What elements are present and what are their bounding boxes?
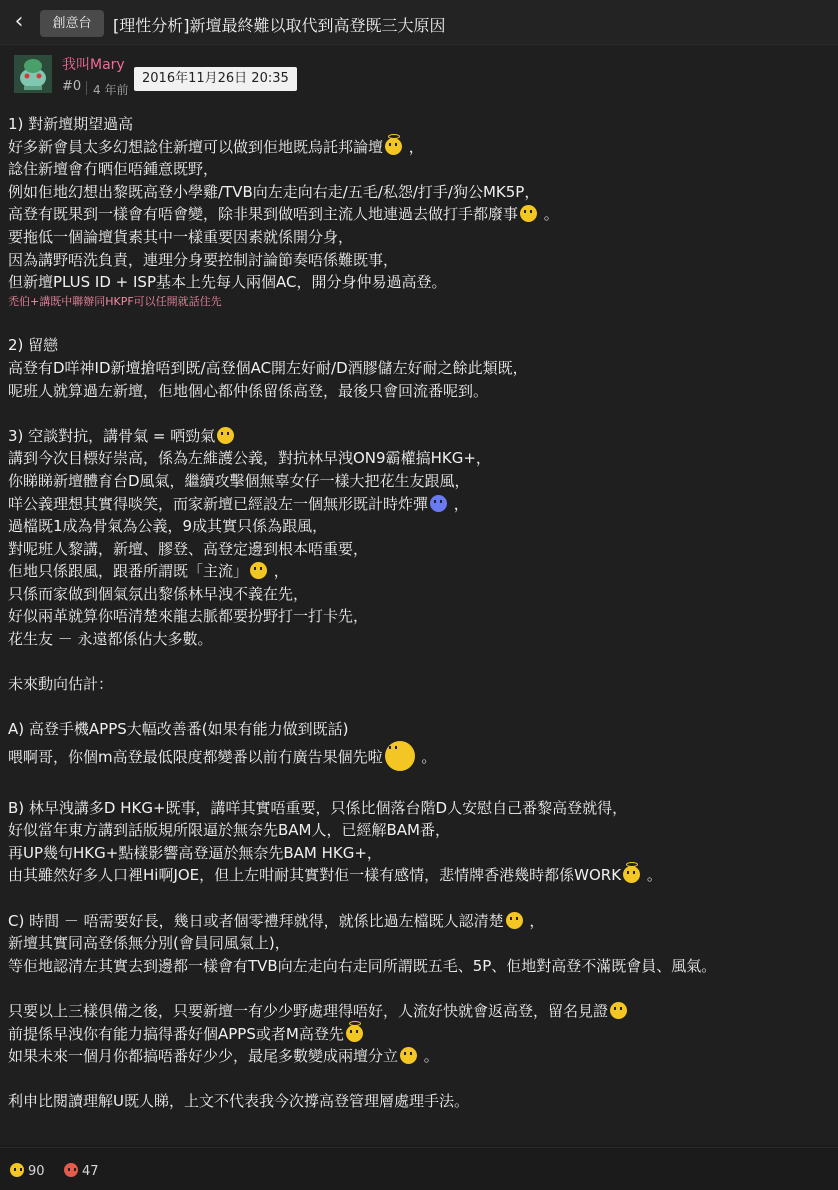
content-line-text: 呢班人就算過左新壇，佢地個心都仲係留係高登，最後只會回流番呢到。	[8, 381, 489, 400]
content-line	[8, 910, 834, 933]
content-line-text: 好似當年東方講到話版規所限逼於無奈先BAM人，已經解BAM番，	[8, 821, 450, 840]
content-line	[8, 1068, 834, 1091]
content-line	[8, 203, 834, 226]
content-line	[8, 113, 834, 136]
meta-divider	[86, 81, 87, 95]
content-line	[8, 470, 834, 493]
post-content	[8, 113, 834, 1113]
post-index: #0	[62, 79, 82, 94]
content-line-text: 禿伯+講既中聯辦同HKPF可以任開就話住先	[8, 294, 222, 308]
content-line	[8, 1023, 834, 1046]
content-line-text: 利申比閱讀理解U既人睇，上文不代表我今次撐高登管理層處理手法。	[8, 1092, 469, 1111]
content-line	[8, 271, 834, 294]
content-line	[8, 425, 834, 448]
content-line	[8, 864, 834, 887]
content-line	[8, 493, 834, 516]
content-line-text: 要拖低一個論壇貨素其中一樣重要因素就係開分身，	[8, 227, 354, 246]
smiley-emoji-icon	[610, 1002, 627, 1019]
content-line-tail: 。	[416, 748, 437, 767]
content-line-tail: ，	[524, 911, 545, 930]
content-line-tail: 。	[642, 866, 662, 885]
smiley-emoji-icon	[430, 495, 447, 512]
content-line-text: C) 時間 － 唔需要好長，幾日或者個零禮拜就得，就係比過左檔既人認清楚	[8, 911, 504, 930]
smiley-emoji-icon	[385, 741, 415, 771]
avatar[interactable]	[14, 55, 52, 93]
content-line	[8, 718, 834, 741]
downvote-count: 47	[82, 1164, 99, 1179]
content-line-text: 高登有既果到一樣會有唔會變，除非果到做唔到主流人地連過去做打手都廢事	[8, 205, 519, 224]
content-line	[8, 1045, 834, 1068]
downvote-button[interactable]	[62, 1163, 99, 1179]
content-line	[8, 955, 834, 978]
content-line	[8, 774, 834, 797]
smiley-emoji-icon	[506, 912, 523, 929]
content-line-text: 只要以上三樣俱備之後，只要新壇一有少少野處理得唔好，人流好快就會返高登，留名見證	[8, 1001, 609, 1020]
content-line	[8, 181, 834, 204]
content-line	[8, 402, 834, 425]
content-line	[8, 1090, 834, 1113]
smiley-emoji-icon	[250, 562, 267, 579]
content-line-tail: ，	[449, 494, 469, 513]
content-line	[8, 977, 834, 1000]
upvote-count: 90	[28, 1164, 45, 1179]
content-line-text: 1) 對新壇期望過高	[8, 115, 134, 133]
content-line-text: 好似兩革就算你唔清楚來龍去脈都要扮野打一打卡先，	[8, 607, 369, 626]
post-age: 4 年前	[93, 83, 129, 97]
content-line-text: 講到今次目標好崇高，係為左維護公義，對抗林早洩ON9霸權搞HKG+，	[8, 449, 491, 468]
upvote-button[interactable]	[8, 1163, 45, 1179]
content-line	[8, 136, 834, 159]
content-line-text: 咩公義理想其實得啖笑，而家新壇已經設左一個無形既計時炸彈	[8, 494, 429, 513]
content-line-tail: 。	[539, 205, 559, 224]
content-line	[8, 651, 834, 674]
vote-bar	[0, 1147, 838, 1190]
content-line	[8, 605, 834, 628]
content-line-text: 過檔既1成為骨氣為公義，9成其實只係為跟風，	[8, 517, 328, 536]
content-line-text: 由其雖然好多人口裡Hi啊JOE，但上左咁耐其實對佢一樣有感情，悲情牌香港幾時都係WORK	[8, 866, 622, 885]
content-line-text: 你睇睇新壇體育台D風氣，繼續攻擊個無辜女仔一樣大把花生友跟風，	[8, 471, 470, 490]
content-line-text: A) 高登手機APPS大幅改善番(如果有能力做到既話)	[8, 720, 349, 739]
username[interactable]: 我叫Mary	[62, 57, 125, 73]
smiley-emoji-icon	[217, 427, 234, 444]
content-line-text: 諗住新壇會冇晒佢唔鍾意既野，	[8, 160, 219, 179]
content-line-text: 2) 留戀	[8, 336, 59, 355]
content-line-text: 如果未來一個月你都搞唔番好少少，最尾多數變成兩壇分立	[8, 1047, 399, 1066]
content-line	[8, 447, 834, 470]
content-line-text: 前提係早洩你有能力搞得番好個APPS或者M高登先	[8, 1024, 344, 1043]
upvote-emoji-icon	[10, 1163, 24, 1177]
content-line-text: 喂啊哥，你個m高登最低限度都變番以前冇廣告果個先啦	[8, 748, 383, 767]
content-line	[8, 334, 834, 357]
back-chevron-icon[interactable]: ‹	[14, 9, 24, 34]
post-card	[0, 45, 838, 1145]
content-line-text: 新壇其實同高登係無分別(會員同風氣上)，	[8, 934, 290, 953]
content-line-tail: ，	[404, 137, 424, 156]
content-line	[8, 583, 834, 606]
content-line	[8, 696, 834, 719]
content-line	[8, 357, 834, 380]
top-bar	[0, 0, 838, 45]
content-line	[8, 842, 834, 865]
smiley-emoji-icon	[385, 138, 402, 155]
content-line-text: 只係而家做到個氣氛出黎係林早洩不義在先，	[8, 584, 309, 603]
content-line	[8, 158, 834, 181]
content-line	[8, 226, 834, 249]
content-line	[8, 312, 834, 335]
content-line-tail: 。	[419, 1047, 439, 1066]
content-line-text: 佢地只係跟風，跟番所謂既「主流」	[8, 562, 249, 581]
content-line-text: 因為講野唔洗負責，連理分身要控制討論節奏唔係難既事，	[8, 250, 399, 269]
downvote-emoji-icon	[64, 1163, 78, 1177]
content-line	[8, 380, 834, 403]
content-line-text: 3) 空談對抗，講骨氣 = 哂勁氣	[8, 426, 216, 445]
smiley-emoji-icon	[400, 1047, 417, 1064]
content-line-text: 花生友 － 永遠都係佔大多數。	[8, 630, 213, 649]
content-line-text: 等佢地認清左其實去到邊都一樣會有TVB向左走向右走同所謂既五毛、5P、佢地對高登不滿既會員、風氣。	[8, 956, 717, 975]
content-line-text: 未來動向估計：	[8, 675, 114, 694]
content-line-text: 高登有D咩神ID新壇搶唔到既/高登個AC開左好耐/D酒膠儲左好耐之餘此類既，	[8, 358, 528, 377]
content-line-text: 但新壇PLUS ID + ISP基本上先每人兩個AC，開分身仲易過高登。	[8, 273, 447, 292]
content-line-text: 再UP幾句HKG+點樣影響高登逼於無奈先BAM HKG+，	[8, 843, 382, 862]
content-line-text: 例如佢地幻想出黎既高登小學雞/TVB向左走向右走/五毛/私怨/打手/狗公MK5P，	[8, 182, 540, 201]
content-line	[8, 797, 834, 820]
content-line	[8, 628, 834, 651]
content-line	[8, 673, 834, 696]
content-line	[8, 560, 834, 583]
smiley-emoji-icon	[346, 1025, 363, 1042]
content-line	[8, 932, 834, 955]
content-line	[8, 294, 834, 312]
smiley-emoji-icon	[520, 205, 537, 222]
content-line-text: B) 林早洩講多D HKG+既事，講咩其實唔重要，只係比個落台階D人安慰自己番黎高登就得，	[8, 798, 628, 817]
channel-chip[interactable]: 創意台	[40, 10, 104, 37]
content-line-text: 好多新會員太多幻想諗住新壇可以做到佢地既烏託邦論壇	[8, 137, 384, 156]
timestamp-tooltip: 2016年11月26日 20:35	[134, 67, 297, 91]
content-line	[8, 1000, 834, 1023]
content-line	[8, 249, 834, 272]
content-line-text: 對呢班人黎講，新壇、膠登、高登定邊到根本唔重要，	[8, 539, 369, 558]
content-line-tail: ，	[269, 562, 289, 581]
content-line	[8, 887, 834, 910]
content-line	[8, 515, 834, 538]
content-line	[8, 741, 834, 774]
thread-title: [理性分析]新壇最終難以取代到高登既三大原因	[113, 16, 446, 35]
content-line	[8, 819, 834, 842]
frog-avatar-icon	[14, 55, 52, 93]
content-line	[8, 538, 834, 561]
smiley-emoji-icon	[623, 866, 640, 883]
